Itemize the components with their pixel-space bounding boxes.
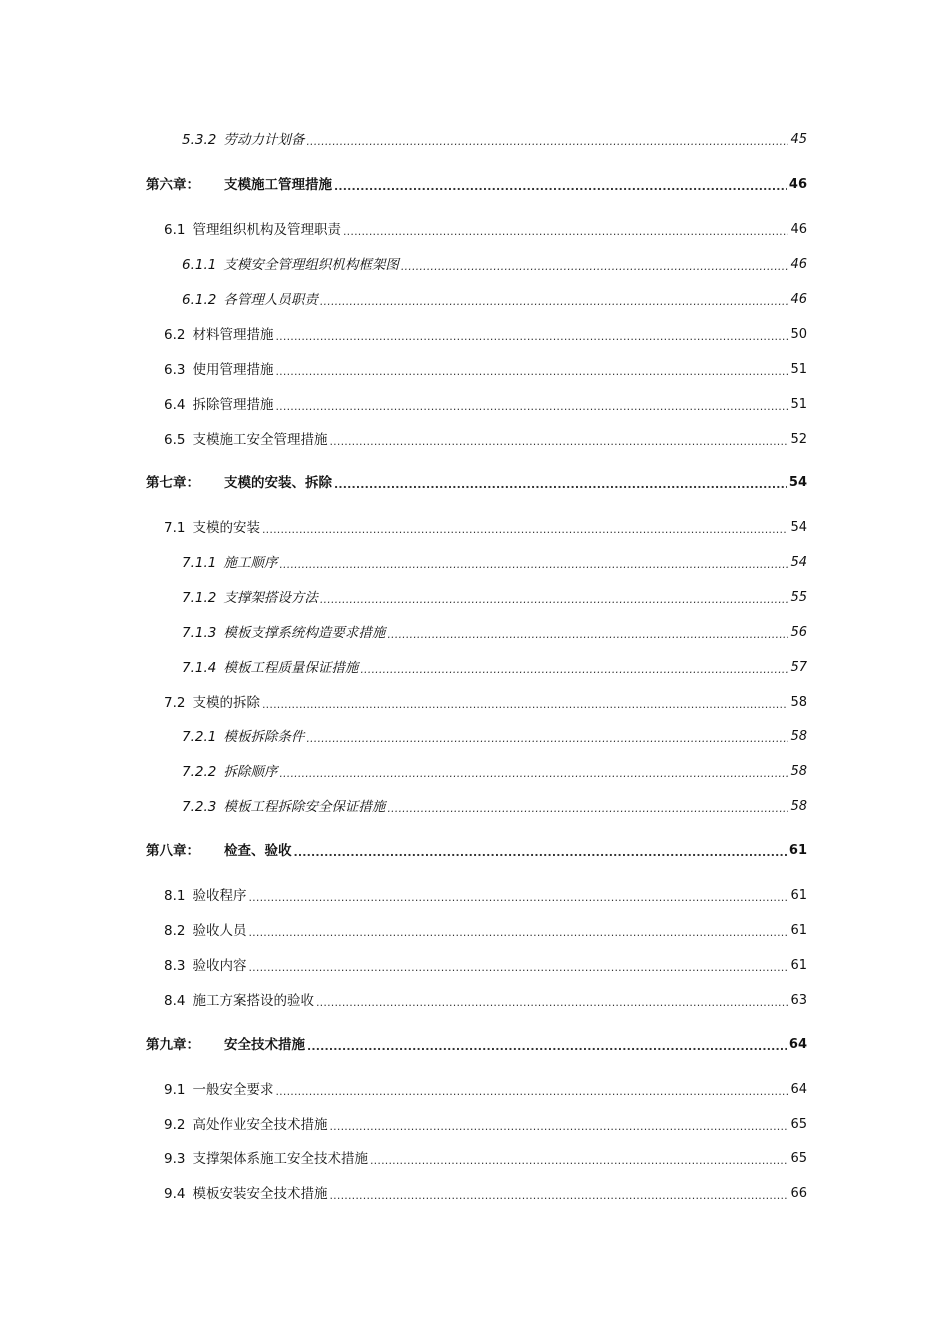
toc-entry[interactable]	[164, 1146, 807, 1168]
toc-entry[interactable]	[164, 1181, 807, 1203]
entry-page: 58	[790, 695, 807, 710]
entry-page: 61	[790, 958, 807, 973]
toc-entry[interactable]	[182, 620, 807, 642]
entry-page: 58	[790, 729, 807, 744]
toc-entry[interactable]	[164, 953, 807, 975]
entry-number: 9.3	[164, 1151, 186, 1167]
entry-title: 支撑架体系施工安全技术措施	[192, 1151, 368, 1167]
entry-title: 验收人员	[192, 923, 247, 939]
chapter-number: 第九章：	[146, 1037, 200, 1053]
entry-title: 管理组织机构及管理职责	[192, 222, 341, 238]
entry-number: 8.2	[164, 923, 186, 939]
dot-leader	[334, 474, 787, 492]
dot-leader	[275, 1081, 788, 1099]
toc-entry[interactable]	[182, 585, 807, 607]
toc-chapter[interactable]	[146, 172, 807, 194]
entry-number: 6.5	[164, 432, 186, 448]
entry-number: 6.2	[164, 327, 186, 343]
entry-title: 模板支撑系统构造要求措施	[223, 625, 386, 641]
entry-number: 6.1.1	[182, 257, 217, 273]
entry-page: 57	[790, 660, 807, 675]
dot-leader	[334, 176, 787, 194]
entry-title: 支撑架搭设方法	[223, 590, 318, 606]
chapter-number: 第七章：	[146, 475, 200, 491]
entry-page: 61	[790, 888, 807, 903]
entry-title: 验收程序	[192, 888, 247, 904]
chapter-number: 第六章：	[146, 177, 200, 193]
toc-entry[interactable]	[164, 988, 807, 1010]
entry-title: 施工顺序	[223, 555, 278, 571]
entry-page: 45	[790, 132, 807, 147]
dot-leader	[370, 1150, 788, 1168]
entry-page: 55	[790, 590, 807, 605]
entry-number: 8.3	[164, 958, 186, 974]
chapter-title: 安全技术措施	[224, 1037, 305, 1053]
entry-number: 6.1.2	[182, 292, 217, 308]
entry-title: 模板安装安全技术措施	[192, 1186, 328, 1202]
entry-page: 51	[790, 397, 807, 412]
toc-entry[interactable]	[182, 252, 807, 274]
entry-number: 7.1.1	[182, 555, 217, 571]
toc-entry[interactable]	[164, 918, 807, 940]
toc-entry[interactable]	[182, 759, 807, 781]
entry-title: 模板工程质量保证措施	[223, 660, 359, 676]
entry-title: 支模的拆除	[192, 695, 260, 711]
toc-entry[interactable]	[164, 357, 807, 379]
entry-number: 7.2.3	[182, 799, 217, 815]
entry-page: 63	[790, 993, 807, 1008]
dot-leader	[275, 396, 788, 414]
entry-title: 模板工程拆除安全保证措施	[223, 799, 386, 815]
entry-number: 7.1.2	[182, 590, 217, 606]
entry-number: 7.2	[164, 695, 186, 711]
dot-leader	[329, 1116, 788, 1134]
entry-number: 7.2.1	[182, 729, 217, 745]
entry-number: 7.1.4	[182, 660, 217, 676]
entry-title: 一般安全要求	[192, 1082, 274, 1098]
dot-leader	[248, 957, 788, 975]
dot-leader	[294, 842, 787, 860]
dot-leader	[248, 922, 788, 940]
toc-entry[interactable]	[164, 1077, 807, 1099]
entry-page: 56	[790, 625, 807, 640]
chapter-title: 支模的安装、拆除	[224, 475, 332, 491]
dot-leader	[275, 326, 788, 344]
entry-page: 52	[790, 432, 807, 447]
toc-entry[interactable]	[182, 794, 807, 816]
entry-title: 使用管理措施	[192, 362, 274, 378]
dot-leader	[248, 887, 788, 905]
toc-entry[interactable]	[164, 515, 807, 537]
entry-page: 61	[790, 923, 807, 938]
toc-entry[interactable]	[182, 655, 807, 677]
entry-page: 54	[788, 475, 807, 490]
dot-leader	[343, 221, 788, 239]
dot-leader	[401, 256, 789, 274]
dot-leader	[329, 1185, 788, 1203]
toc-entry[interactable]	[164, 392, 807, 414]
entry-title: 验收内容	[192, 958, 247, 974]
entry-title: 支模的安装	[192, 520, 260, 536]
entry-number: 9.1	[164, 1082, 186, 1098]
entry-page: 64	[788, 1037, 807, 1052]
dot-leader	[275, 361, 788, 379]
entry-title: 劳动力计划备	[223, 132, 305, 148]
entry-number: 8.4	[164, 993, 186, 1009]
toc-entry[interactable]	[182, 550, 807, 572]
entry-page: 66	[790, 1186, 807, 1201]
dot-leader	[279, 554, 788, 572]
toc-chapter[interactable]	[146, 838, 807, 860]
dot-leader	[329, 431, 788, 449]
entry-number: 5.3.2	[182, 132, 217, 148]
dot-leader	[387, 798, 788, 816]
toc-chapter[interactable]	[146, 470, 807, 492]
entry-title: 拆除顺序	[223, 764, 278, 780]
entry-title: 拆除管理措施	[192, 397, 274, 413]
chapter-title: 检查、验收	[224, 843, 292, 859]
entry-title: 材料管理措施	[192, 327, 274, 343]
entry-page: 46	[790, 257, 807, 272]
entry-page: 64	[790, 1082, 807, 1097]
toc-chapter[interactable]	[146, 1032, 807, 1054]
toc-entry[interactable]	[182, 287, 807, 309]
entry-page: 51	[790, 362, 807, 377]
dot-leader	[320, 291, 789, 309]
dot-leader	[387, 624, 788, 642]
toc-entry[interactable]	[164, 427, 807, 449]
entry-page: 50	[790, 327, 807, 342]
dot-leader	[279, 763, 788, 781]
entry-page: 65	[790, 1151, 807, 1166]
entry-title: 施工方案搭设的验收	[192, 993, 314, 1009]
toc-entry[interactable]	[164, 1112, 807, 1134]
entry-number: 9.2	[164, 1117, 186, 1133]
entry-number: 6.4	[164, 397, 186, 413]
entry-page: 54	[790, 555, 807, 570]
entry-number: 9.4	[164, 1186, 186, 1202]
toc-entry[interactable]	[164, 217, 807, 239]
entry-title: 模板拆除条件	[223, 729, 305, 745]
dot-leader	[306, 728, 788, 746]
toc-entry[interactable]	[182, 127, 807, 149]
entry-page: 61	[788, 843, 807, 858]
entry-number: 8.1	[164, 888, 186, 904]
entry-title: 支模安全管理组织机构框架图	[223, 257, 399, 273]
chapter-title: 支模施工管理措施	[224, 177, 332, 193]
entry-number: 7.1	[164, 520, 186, 536]
toc-entry[interactable]	[164, 883, 807, 905]
toc-entry[interactable]	[164, 322, 807, 344]
toc-entry[interactable]	[182, 724, 807, 746]
entry-page: 58	[790, 799, 807, 814]
dot-leader	[262, 694, 788, 712]
entry-page: 58	[790, 764, 807, 779]
entry-page: 46	[790, 222, 807, 237]
entry-title: 支模施工安全管理措施	[192, 432, 328, 448]
entry-page: 46	[790, 292, 807, 307]
dot-leader	[307, 1036, 787, 1054]
entry-title: 高处作业安全技术措施	[192, 1117, 328, 1133]
dot-leader	[320, 589, 789, 607]
entry-page: 65	[790, 1117, 807, 1132]
entry-number: 6.1	[164, 222, 186, 238]
entry-page: 54	[790, 520, 807, 535]
dot-leader	[360, 659, 788, 677]
dot-leader	[262, 519, 788, 537]
entry-number: 7.1.3	[182, 625, 217, 641]
entry-number: 7.2.2	[182, 764, 217, 780]
entry-number: 6.3	[164, 362, 186, 378]
chapter-number: 第八章：	[146, 843, 200, 859]
dot-leader	[306, 131, 788, 149]
entry-title: 各管理人员职责	[223, 292, 318, 308]
dot-leader	[316, 992, 788, 1010]
entry-page: 46	[788, 177, 807, 192]
toc-entry[interactable]	[164, 690, 807, 712]
